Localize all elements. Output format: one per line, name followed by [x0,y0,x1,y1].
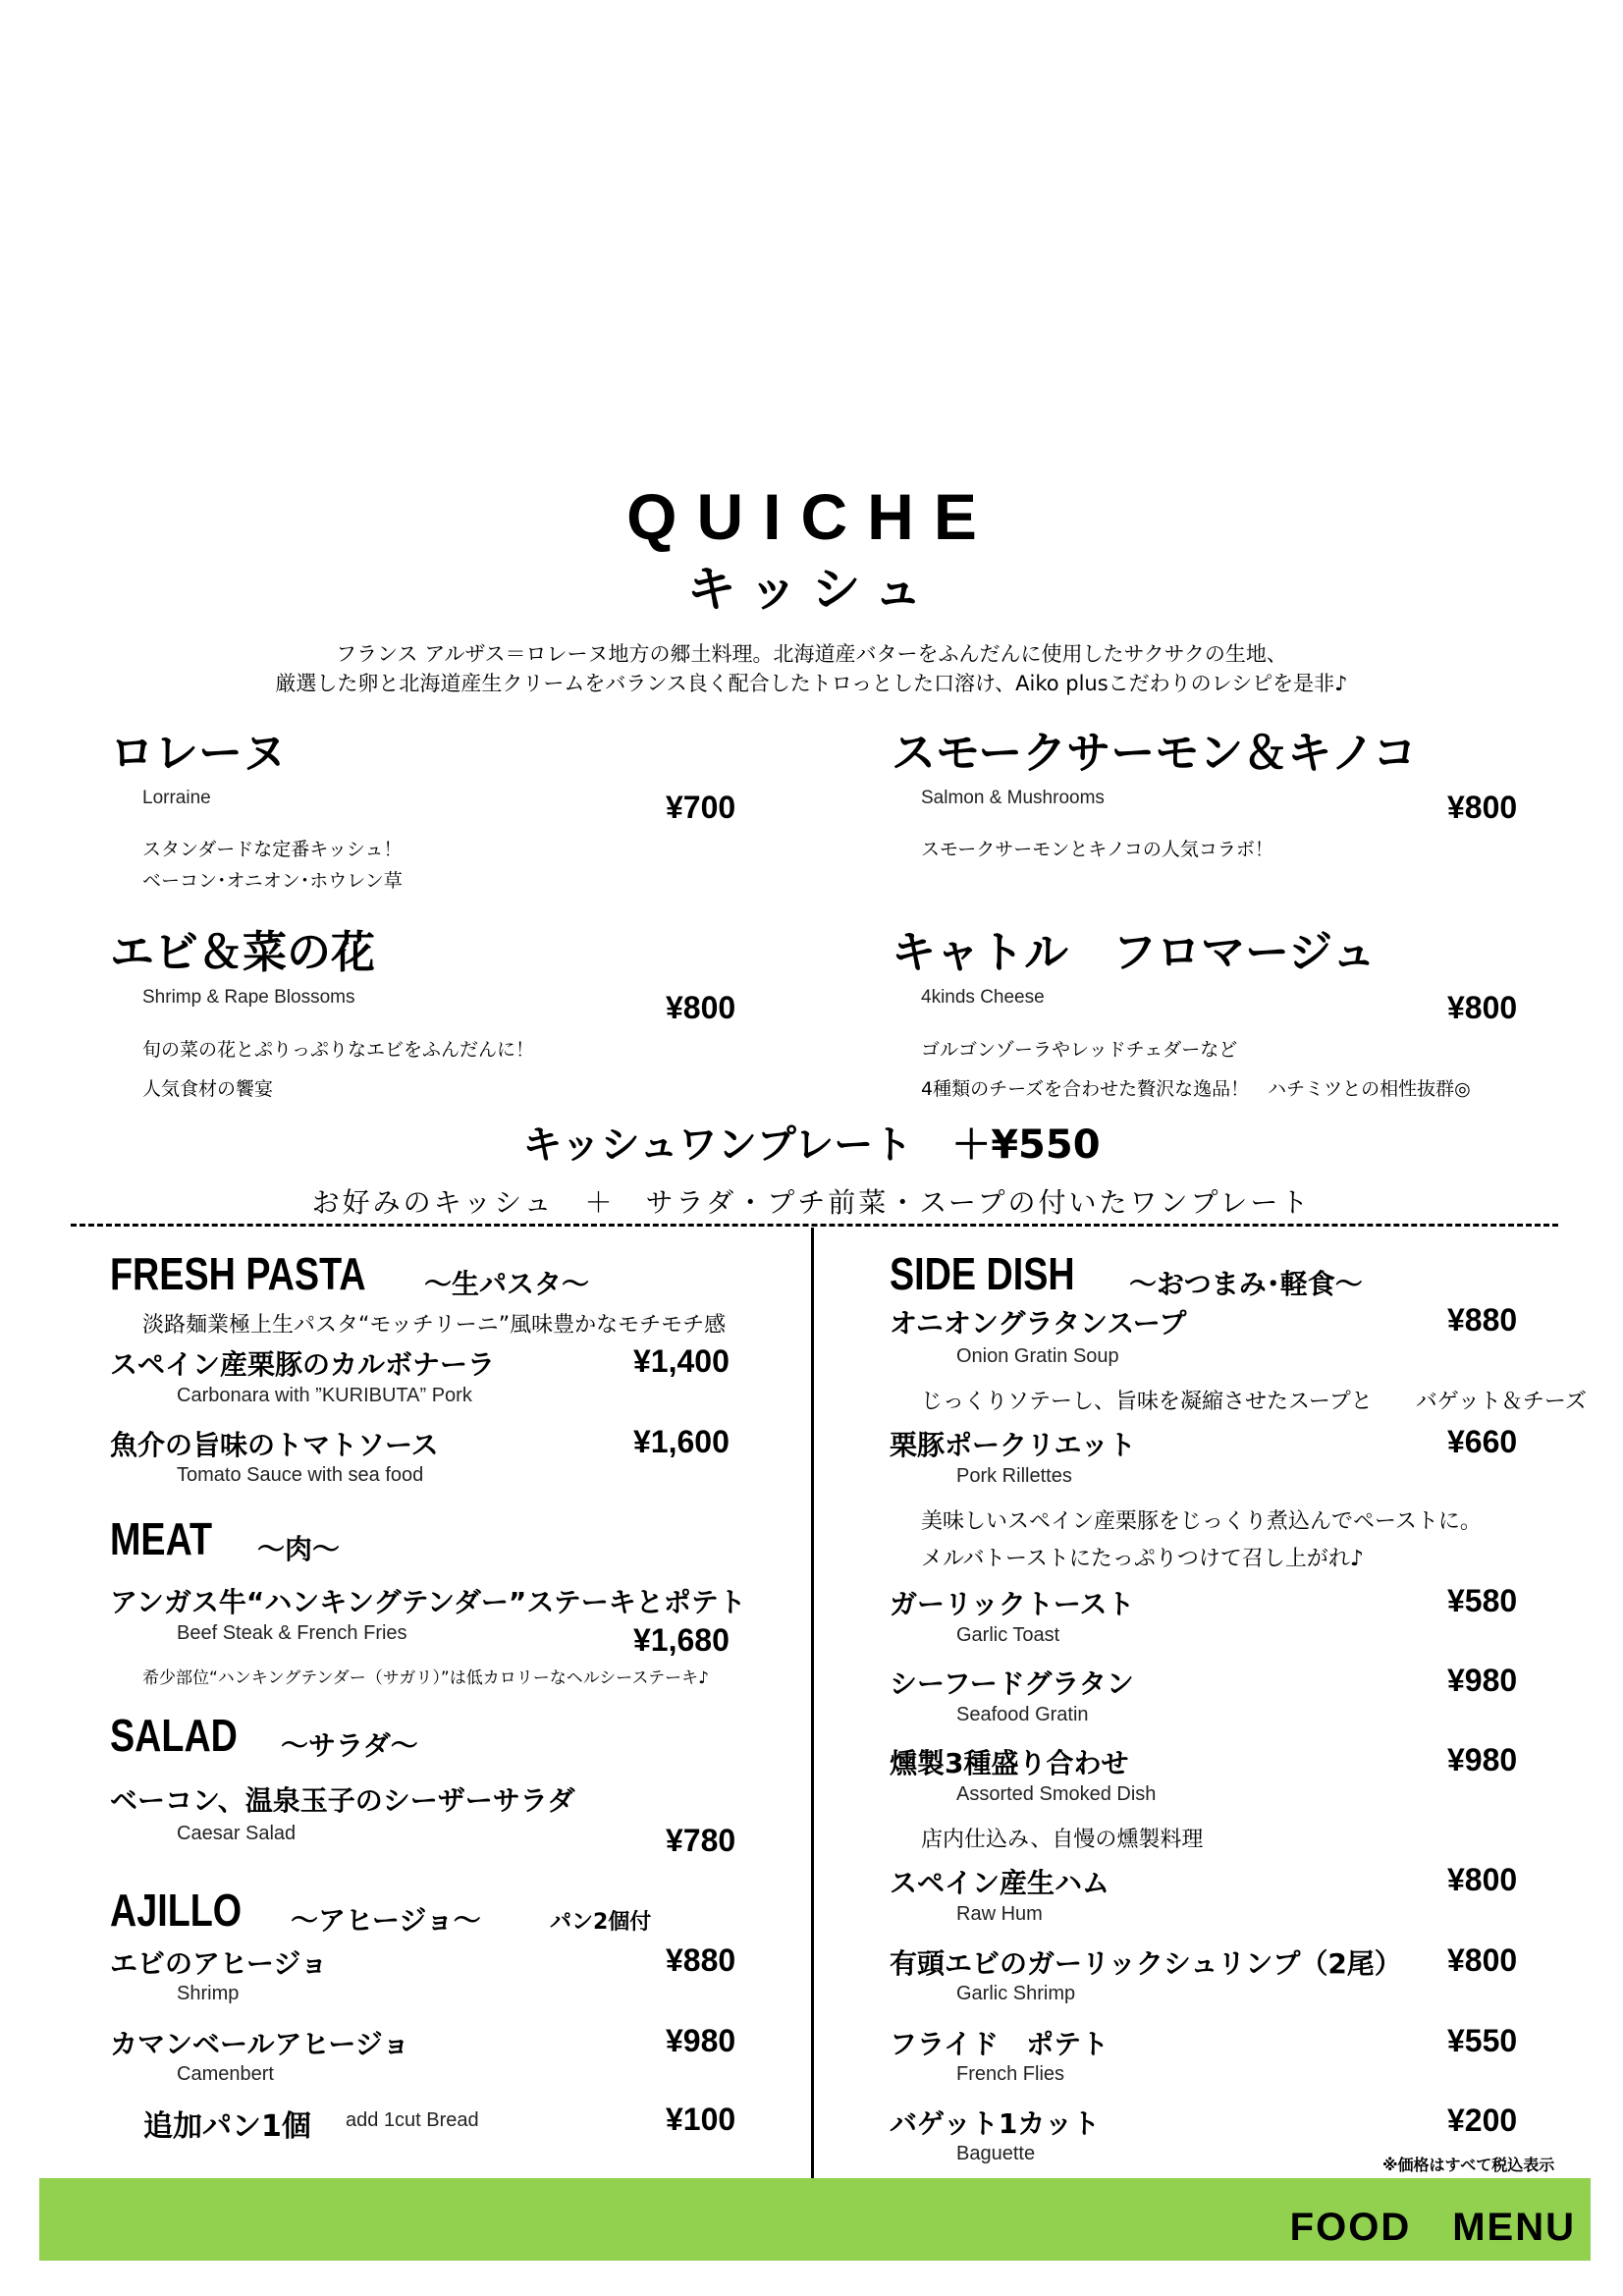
ajillo-extra: パン2個付 [550,1910,652,1935]
section-title-meat: MEAT [110,1513,213,1564]
menu-item-name: 栗豚ポークリエット [890,1429,1136,1461]
section-title-ajillo: AJILLO [110,1885,243,1936]
menu-item-en: Baguette [956,2143,1036,2164]
menu-item-name: シーフードグラタン [890,1667,1134,1700]
section-title-pasta: FRESH PASTA [110,1248,366,1299]
menu-item-en: Carbonara with ”KURIBUTA” Pork [177,1385,472,1406]
quiche-en: Lorraine [142,788,211,808]
menu-item-price: ¥980 [1447,1742,1518,1777]
quiche-desc: 4種類のチーズを合わせた贅沢な逸品！ ハチミツとの相性抜群◎ [921,1078,1471,1100]
menu-item-en: Garlic Toast [956,1624,1060,1646]
menu-item-price: ¥980 [666,2023,736,2058]
quiche-desc: スモークサーモンとキノコの人気コラボ！ [921,839,1273,860]
menu-item-note: 店内仕込み、自慢の燻製料理 [921,1828,1204,1852]
quiche-desc: ベーコン･オニオン･ホウレン草 [142,870,403,892]
quiche-en: Salmon & Mushrooms [921,788,1105,808]
menu-item-note: じっくりソテーし、旨味を凝縮させたスープと バゲット＆チーズ [921,1390,1587,1414]
menu-item-price: ¥1,680 [633,1622,730,1658]
menu-item-en: Camenbert [177,2063,274,2085]
quiche-desc: 人気食材の饗宴 [142,1078,274,1100]
menu-item-price: ¥980 [1447,1663,1518,1698]
menu-item-en: Tomato Sauce with sea food [177,1464,424,1486]
quiche-en: 4kinds Cheese [921,987,1045,1008]
quiche-name: キャトル フロマージュ [892,926,1377,978]
menu-item-name: エビのアヒージョ [110,1947,328,1980]
section-subtitle-salad: ～サラダ～ [281,1729,418,1762]
menu-item-en: Shrimp [177,1983,240,2004]
menu-item-en: Raw Hum [956,1903,1043,1925]
menu-item-note: 美味しいスペイン産栗豚をじっくり煮込んでペーストに。 [921,1509,1482,1534]
divider-vertical [811,1228,814,2180]
menu-item-name: 燻製3種盛り合わせ [890,1747,1129,1779]
one-plate-title: キッシュワンプレート ＋¥550 [522,1122,1101,1168]
menu-item-price: ¥1,400 [633,1343,730,1379]
menu-item-note: 希少部位“ハンキングテンダー（サガリ）”は低カロリーなヘルシーステーキ♪ [142,1668,709,1688]
quiche-name: エビ＆菜の花 [110,926,376,978]
menu-item-price: ¥580 [1447,1583,1518,1618]
one-plate-desc: お好みのキッシュ ＋ サラダ・プチ前菜・スープの付いたワンプレート [311,1186,1312,1219]
quiche-price: ¥700 [666,790,736,825]
menu-item-name: スペイン産栗豚のカルボナーラ [110,1348,496,1381]
quiche-price: ¥800 [666,990,736,1025]
section-subtitle-pasta: ～生パスタ～ [424,1268,590,1300]
menu-item-price: ¥880 [666,1942,736,1978]
page-subtitle: キッシュ [686,561,937,618]
intro-line-2: 厳選した卵と北海道産生クリームをバランス良く配合したトロっとした口溶け、Aiko plusこだわりのレシピを是非♪ [275,672,1348,695]
menu-item-name: ベーコン、温泉玉子のシーザーサラダ [110,1784,575,1817]
menu-item-price: ¥100 [666,2102,736,2137]
section-note-pasta: 淡路麺業極上生パスタ“モッチリーニ”風味豊かなモチモチ感 [142,1313,727,1338]
menu-item-name: オニオングラタンスープ [890,1307,1187,1339]
menu-item-price: ¥550 [1447,2023,1518,2058]
quiche-name: スモークサーモン＆キノコ [892,727,1418,779]
menu-item-name: スペイン産生ハム [890,1867,1110,1899]
menu-item-price: ¥780 [666,1823,736,1858]
quiche-price: ¥800 [1447,990,1518,1025]
menu-item-en: Assorted Smoked Dish [956,1783,1157,1805]
divider-dashed [71,1224,1558,1227]
menu-item-note: メルバトーストにたっぷりつけて召し上がれ♪ [921,1547,1364,1571]
quiche-desc: ゴルゴンゾーラやレッドチェダーなど [921,1039,1238,1061]
menu-item-name: ガーリックトースト [890,1588,1135,1620]
menu-item-name: カマンベールアヒージョ [110,2028,410,2060]
page-title: QUICHE [626,480,997,553]
menu-item-name: バゲット1カット [890,2107,1101,2140]
tax-note: ※価格はすべて税込表示 [1382,2156,1555,2174]
quiche-desc: スタンダードな定番キッシュ！ [142,839,403,860]
menu-item-en: Beef Steak & French Fries [177,1622,407,1644]
menu-item-price: ¥1,600 [633,1424,730,1459]
footer-label: FOOD MENU [1289,2206,1576,2249]
menu-item-price: ¥800 [1447,1862,1518,1897]
menu-item-en: French Flies [956,2063,1065,2085]
menu-item-en: Caesar Salad [177,1823,297,1844]
menu-item-name: 追加パン1個 [143,2109,311,2144]
section-subtitle-ajillo: ～アヒージョ～ [291,1904,481,1937]
quiche-name: ロレーヌ [110,727,288,779]
section-title-side: SIDE DISH [890,1248,1075,1299]
menu-item-name: フライド ポテト [890,2028,1109,2060]
menu-item-price: ¥200 [1447,2103,1518,2138]
menu-item-en: Onion Gratin Soup [956,1345,1119,1367]
intro-line-1: フランス アルザス＝ロレーヌ地方の郷土料理。北海道産バターをふんだんに使用したサクサクの生地、 [336,642,1287,666]
menu-item-en: add 1cut Bread [346,2109,479,2131]
menu-item-en: Seafood Gratin [956,1704,1089,1725]
menu-item-price: ¥800 [1447,1942,1518,1978]
quiche-price: ¥800 [1447,790,1518,825]
menu-item-en: Garlic Shrimp [956,1983,1076,2004]
menu-item-price: ¥660 [1447,1424,1518,1459]
quiche-en: Shrimp & Rape Blossoms [142,987,355,1008]
section-title-salad: SALAD [110,1710,238,1761]
menu-item-name: 有頭エビのガーリックシュリンプ（2尾） [890,1947,1402,1980]
menu-item-name: 魚介の旨味のトマトソース [110,1429,439,1461]
menu-item-name: アンガス牛“ハンキングテンダー”ステーキとポテト [110,1586,746,1618]
menu-item-price: ¥880 [1447,1302,1518,1338]
section-subtitle-side: ～おつまみ･軽食～ [1129,1268,1363,1300]
quiche-desc: 旬の菜の花とぷりっぷりなエビをふんだんに！ [142,1039,535,1061]
menu-item-en: Pork Rillettes [956,1465,1072,1487]
section-subtitle-meat: ～肉～ [257,1533,341,1565]
